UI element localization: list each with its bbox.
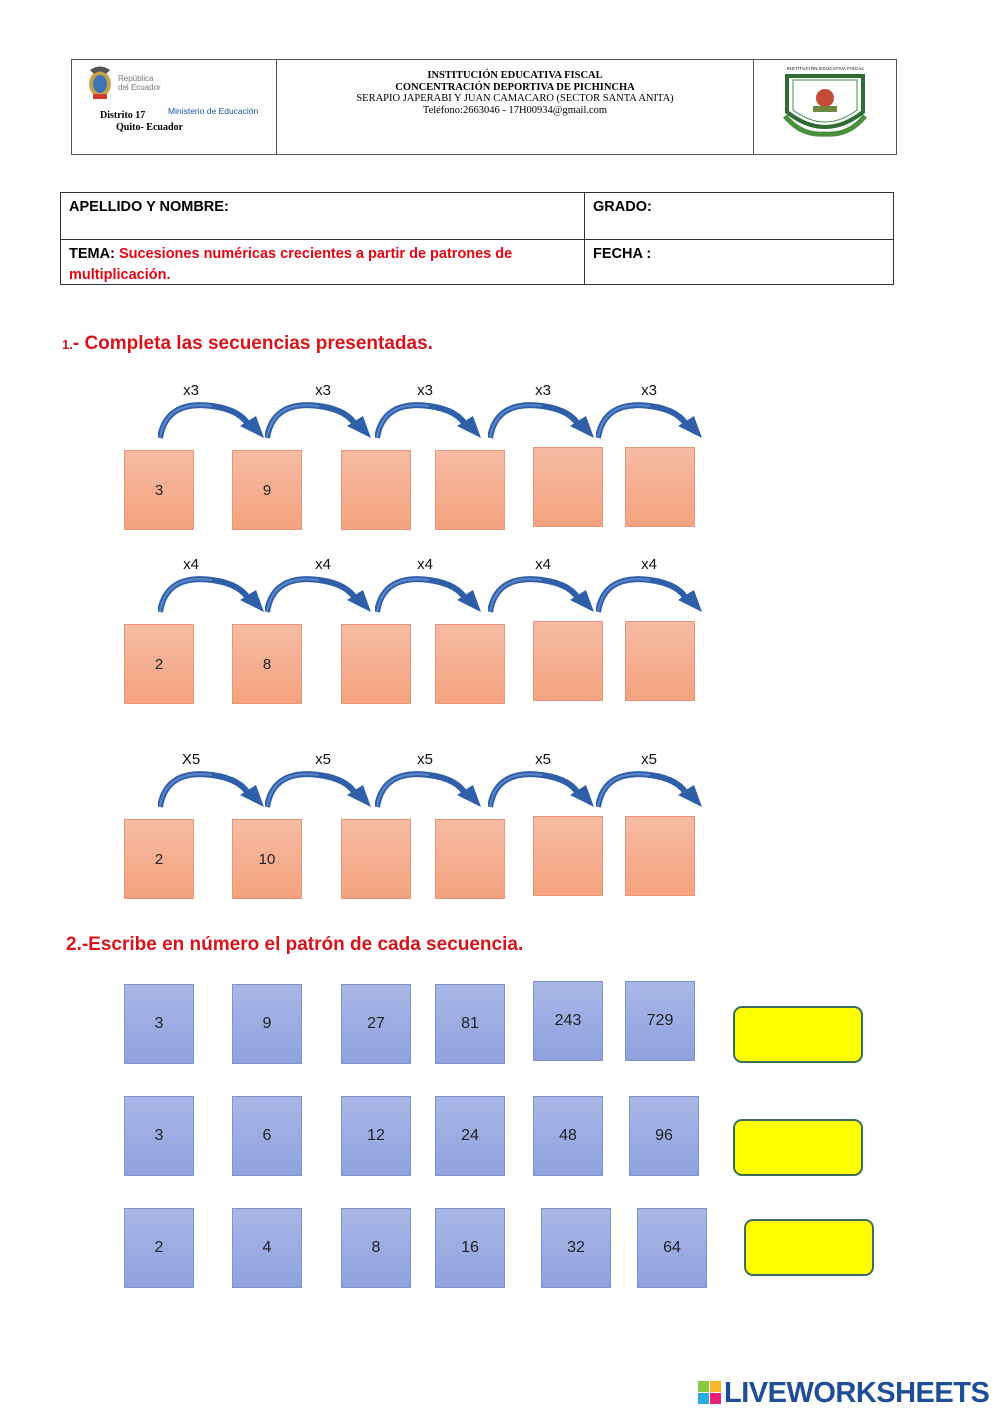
city-label: Quito- Ecuador (116, 122, 183, 133)
multiplier-label: x5 (315, 751, 331, 768)
sequence-box: 9 (232, 450, 302, 530)
sequence-box[interactable] (435, 819, 505, 899)
pattern-answer-field[interactable] (733, 1119, 863, 1176)
sequence-box[interactable] (625, 816, 695, 896)
pattern-number-box: 81 (435, 984, 505, 1064)
multiplier-label: X5 (181, 751, 201, 768)
topic-cell (61, 240, 584, 284)
curved-arrow-icon (158, 767, 266, 813)
pattern-number-box: 9 (232, 984, 302, 1064)
pattern-number-box: 24 (435, 1096, 505, 1176)
pattern-number-box: 12 (341, 1096, 411, 1176)
student-info-table (60, 192, 894, 285)
sequence-box[interactable] (435, 450, 505, 530)
ministry-logo-block (72, 60, 277, 154)
multiplier-label: x3 (535, 382, 551, 399)
institution-line: INSTITUCIÓN EDUCATIVA FISCAL (427, 70, 603, 81)
pattern-number-box: 16 (435, 1208, 505, 1288)
pattern-number-box: 6 (232, 1096, 302, 1176)
liveworksheets-logo (698, 1378, 989, 1408)
date-field-label: FECHA : (593, 246, 652, 262)
pattern-number-box: 243 (533, 981, 603, 1061)
institution-info (277, 70, 753, 116)
pattern-number-box: 8 (341, 1208, 411, 1288)
sequence-box: 3 (124, 450, 194, 530)
liveworksheets-icon (698, 1381, 722, 1405)
name-field-label: APELLIDO Y NOMBRE: (69, 199, 229, 215)
institution-line: CONCENTRACIÓN DEPORTIVA DE PICHINCHA (395, 81, 635, 93)
school-header (71, 59, 897, 155)
liveworksheets-wordmark: LIVEWORKSHEETS (724, 1376, 990, 1409)
district-label: Distrito 17 (100, 110, 146, 121)
sequence-box[interactable] (341, 450, 411, 530)
curved-arrow-icon (596, 767, 704, 813)
multiplier-label: x5 (641, 751, 657, 768)
curved-arrow-icon (596, 398, 704, 444)
multiplier-label: x3 (183, 382, 199, 399)
pattern-number-box: 96 (629, 1096, 699, 1176)
curved-arrow-icon (375, 572, 483, 618)
section-1-number: 1. (62, 337, 73, 352)
sequence-box: 2 (124, 819, 194, 899)
pattern-number-box: 48 (533, 1096, 603, 1176)
curved-arrow-icon (158, 572, 266, 618)
sequence-box: 10 (232, 819, 302, 899)
multiplier-label: x3 (417, 382, 433, 399)
section-1-title (62, 333, 433, 355)
seal-caption: INSTITUCIÓN EDUCATIVA FISCAL (786, 66, 865, 71)
pattern-answer-field[interactable] (744, 1219, 874, 1276)
curved-arrow-icon (265, 572, 373, 618)
multiplier-label: x5 (535, 751, 551, 768)
multiplier-label: x5 (417, 751, 433, 768)
pattern-number-box: 3 (124, 1096, 194, 1176)
sequence-box[interactable] (533, 447, 603, 527)
pattern-number-box: 2 (124, 1208, 194, 1288)
sequence-box[interactable] (533, 816, 603, 896)
curved-arrow-icon (265, 398, 373, 444)
sequence-box[interactable] (435, 624, 505, 704)
ecuador-coat-of-arms-icon (84, 64, 116, 100)
pattern-answer-field[interactable] (733, 1006, 863, 1063)
grade-field-label: GRADO: (593, 199, 652, 215)
ministry-label: Ministerio de Educación (168, 106, 259, 116)
pattern-number-box: 27 (341, 984, 411, 1064)
school-seal-icon (781, 72, 869, 138)
school-seal-block (753, 60, 897, 154)
section-1-title-text: - Completa las secuencias presentadas. (72, 333, 433, 354)
curved-arrow-icon (265, 767, 373, 813)
topic-value: Sucesiones numéricas crecientes a partir de patrones de multiplicación. (69, 246, 513, 283)
curved-arrow-icon (596, 572, 704, 618)
pattern-number-box: 729 (625, 981, 695, 1061)
sequence-box[interactable] (625, 447, 695, 527)
multiplier-label: x4 (183, 556, 199, 573)
pattern-number-box: 3 (124, 984, 194, 1064)
multiplier-label: x4 (315, 556, 331, 573)
multiplier-label: x3 (315, 382, 331, 399)
curved-arrow-icon (375, 767, 483, 813)
country-name: República del Ecuador (118, 74, 161, 92)
curved-arrow-icon (488, 767, 596, 813)
pattern-number-box: 32 (541, 1208, 611, 1288)
multiplier-label: x4 (417, 556, 433, 573)
multiplier-label: x3 (641, 382, 657, 399)
multiplier-label: x4 (641, 556, 657, 573)
pattern-number-box: 4 (232, 1208, 302, 1288)
sequence-box[interactable] (533, 621, 603, 701)
section-2-title: 2.-Escribe en número el patrón de cada secuencia. (66, 934, 524, 955)
institution-line: SERAPIO JAPERABI Y JUAN CAMACARO (SECTOR SANTA ANITA) (356, 93, 674, 104)
multiplier-label: x4 (535, 556, 551, 573)
sequence-box: 2 (124, 624, 194, 704)
institution-line: Teléfono:2663046 - 17H00934@gmail.com (422, 104, 608, 116)
topic-label: TEMA: (69, 246, 115, 262)
curved-arrow-icon (375, 398, 483, 444)
sequence-box: 8 (232, 624, 302, 704)
sequence-box[interactable] (625, 621, 695, 701)
curved-arrow-icon (488, 398, 596, 444)
sequence-box[interactable] (341, 819, 411, 899)
curved-arrow-icon (158, 398, 266, 444)
pattern-number-box: 64 (637, 1208, 707, 1288)
sequence-box[interactable] (341, 624, 411, 704)
curved-arrow-icon (488, 572, 596, 618)
